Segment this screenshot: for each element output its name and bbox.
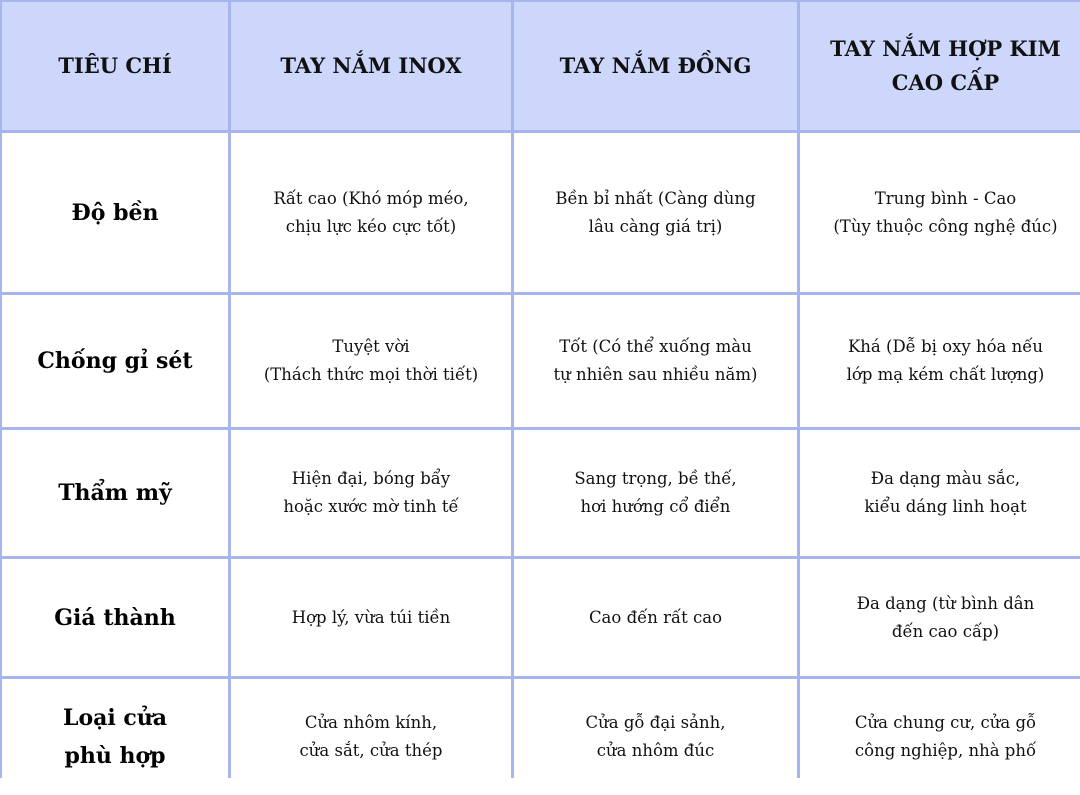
table-cell: Khá (Dễ bị oxy hóa nếu lớp mạ kém chất lượng) [800, 295, 1080, 427]
table-cell: Hợp lý, vừa túi tiền [231, 559, 511, 676]
table-cell: Trung bình - Cao (Tùy thuộc công nghệ đúc) [800, 133, 1080, 292]
table-cell: Đa dạng (từ bình dân đến cao cấp) [800, 559, 1080, 676]
header-inox: TAY NẮM INOX [231, 2, 511, 130]
table-cell: Cửa gỗ đại sảnh, cửa nhôm đúc [514, 679, 797, 795]
table-cell: Tốt (Có thể xuống màu tự nhiên sau nhiều năm) [514, 295, 797, 427]
table-cell: Cửa nhôm kính, cửa sắt, cửa thép [231, 679, 511, 795]
header-copper: TAY NẮM ĐỒNG [514, 2, 797, 130]
row-criterion: Chống gỉ sét [2, 295, 228, 427]
row-criterion: Độ bền [2, 133, 228, 292]
table-cell: Sang trọng, bề thế, hơi hướng cổ điển [514, 430, 797, 556]
table-cell: Cửa chung cư, cửa gỗ công nghiệp, nhà phố [800, 679, 1080, 795]
row-criterion: Loại cửa phù hợp [2, 679, 228, 795]
table-cell: Cao đến rất cao [514, 559, 797, 676]
table-cell: Bền bỉ nhất (Càng dùng lâu càng giá trị) [514, 133, 797, 292]
header-alloy: TAY NẮM HỢP KIM CAO CẤP [800, 2, 1080, 130]
header-criterion: TIÊU CHÍ [2, 2, 228, 130]
table-cell: Đa dạng màu sắc, kiểu dáng linh hoạt [800, 430, 1080, 556]
table-cell: Rất cao (Khó móp méo, chịu lực kéo cực tốt) [231, 133, 511, 292]
table-cell: Tuyệt vời (Thách thức mọi thời tiết) [231, 295, 511, 427]
table-cell: Hiện đại, bóng bẩy hoặc xước mờ tinh tế [231, 430, 511, 556]
row-criterion: Thẩm mỹ [2, 430, 228, 556]
row-criterion: Giá thành [2, 559, 228, 676]
